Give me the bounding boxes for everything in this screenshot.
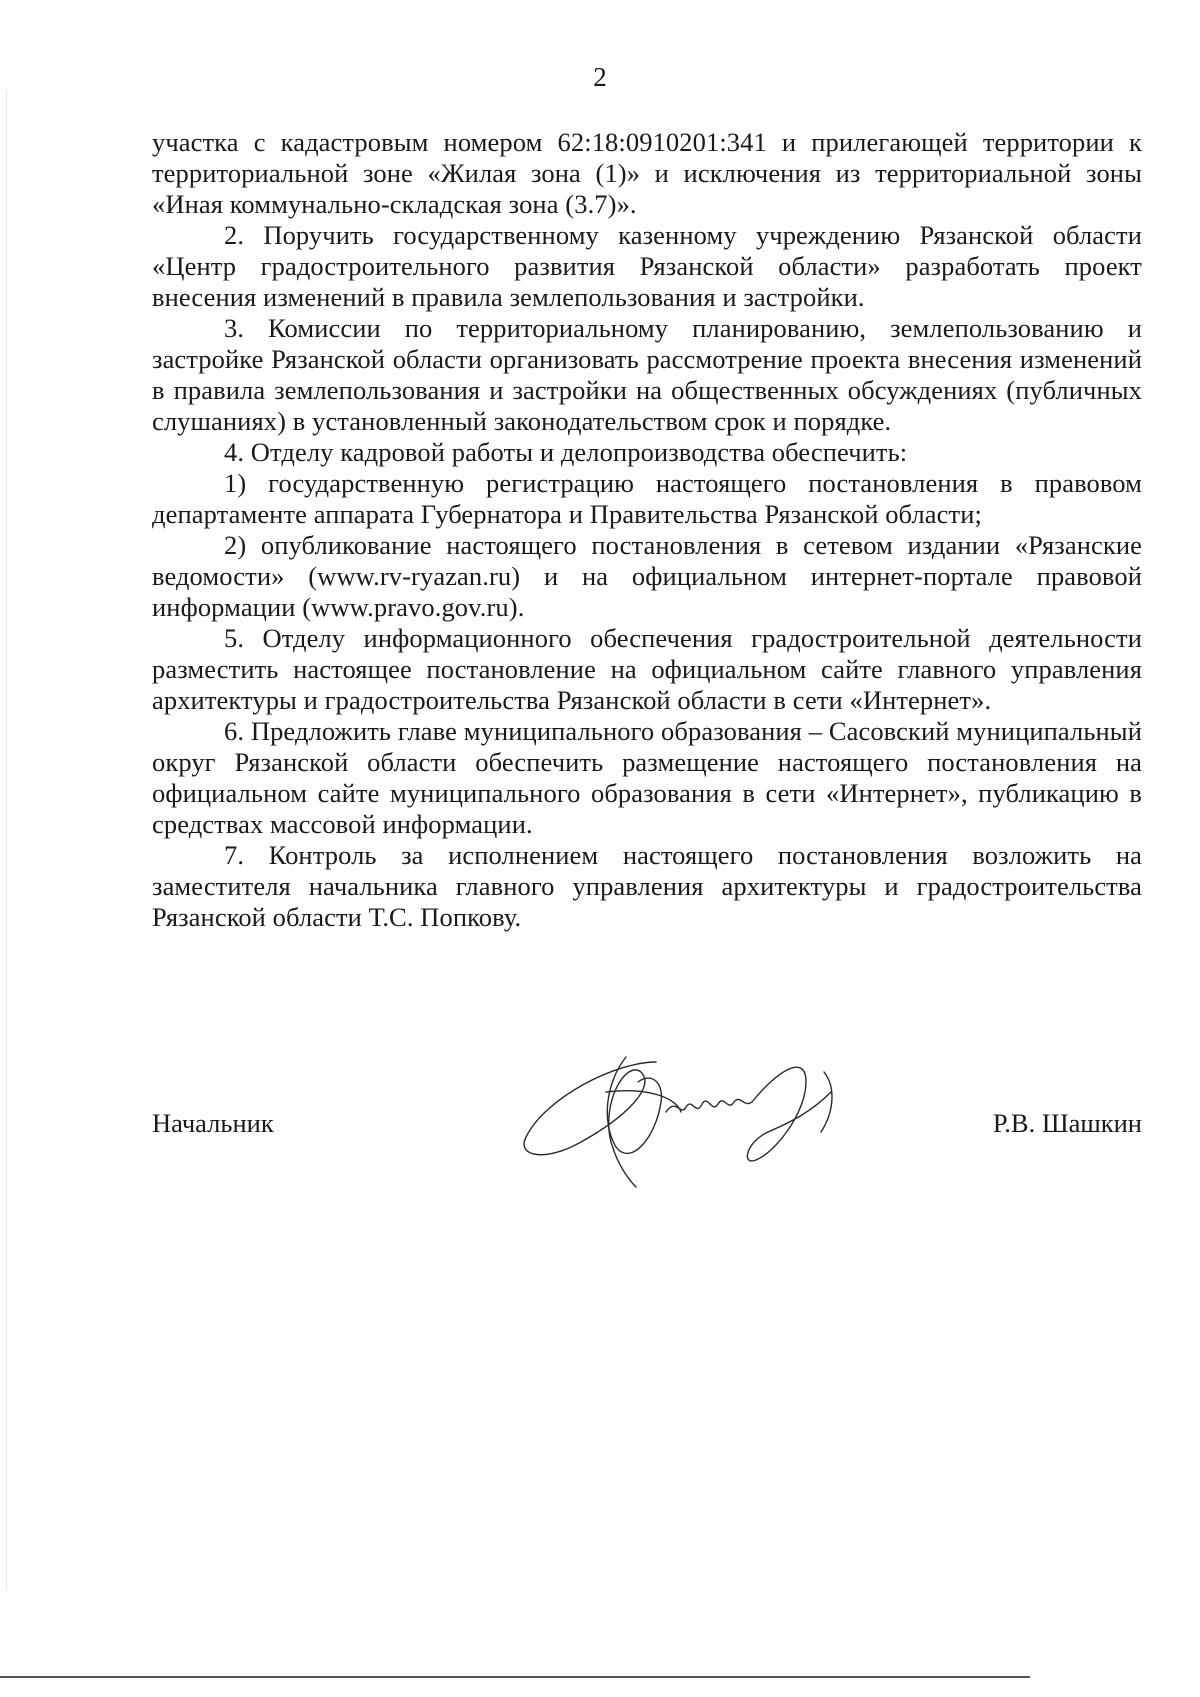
- scan-edge-shadow: [6, 90, 7, 1590]
- paragraph-item-6: 6. Предложить главе муниципального образования – Сасовский муниципальный округ Рязанской области обеспечить размещение настоящего постановления на официальном сайте муниципального образования в сети «Интернет», публикацию в средствах массовой информации.: [152, 716, 1142, 839]
- paragraph-continuation: участка с кадастровым номером 62:18:0910201:341 и прилегающей территории к территориальной зоне «Жилая зона (1)» и исключения из территориальной зоны «Иная коммунально-складская зона (3.7)».: [152, 127, 1142, 219]
- paragraph-item-4: 4. Отделу кадровой работы и делопроизводства обеспечить:: [224, 437, 908, 467]
- signatory-name: Р.В. Шашкин: [992, 1108, 1142, 1138]
- paragraph-item-5: 5. Отделу информационного обеспечения градостроительной деятельности разместить настоящее постановление на официальном сайте главного управления архитектуры и градостроительства Рязанской области в сети «Интернет».: [152, 623, 1142, 715]
- signatory-position: Начальник: [152, 1108, 274, 1138]
- paragraph-item-7: 7. Контроль за исполнением настоящего постановления возложить на заместителя начальника главного управления архитектуры и градостроительства Рязанской области Т.С. Попкову.: [152, 840, 1142, 932]
- document-body: [152, 127, 1142, 933]
- page-number: 2: [593, 62, 607, 92]
- paragraph-item-2: 2. Поручить государственному казенному учреждению Рязанской области «Центр градостроительного развития Рязанской области» разработать проект внесения изменений в правила землепользования и застройки.: [152, 220, 1142, 312]
- paragraph-item-3: 3. Комиссии по территориальному планированию, землепользованию и застройке Рязанской области организовать рассмотрение проекта внесения изменений в правила землепользования и застройки на общественных обсуждениях (публичных слушаниях) в установленный законодательством срок и порядке.: [152, 313, 1142, 436]
- paragraph-subitem-2: 2) опубликование настоящего постановления в сетевом издании «Рязанские ведомости» (www.rv-ryazan.ru) и на официальном интернет-портале правовой информации (www.pravo.gov.ru).: [152, 530, 1142, 622]
- handwritten-signature: [506, 1042, 856, 1192]
- paragraph-subitem-1: 1) государственную регистрацию настоящего постановления в правовом департаменте аппарата Губернатора и Правительства Рязанской области;: [152, 468, 1142, 529]
- signature-block: [152, 1108, 1142, 1198]
- bottom-border-line: [0, 1676, 1030, 1678]
